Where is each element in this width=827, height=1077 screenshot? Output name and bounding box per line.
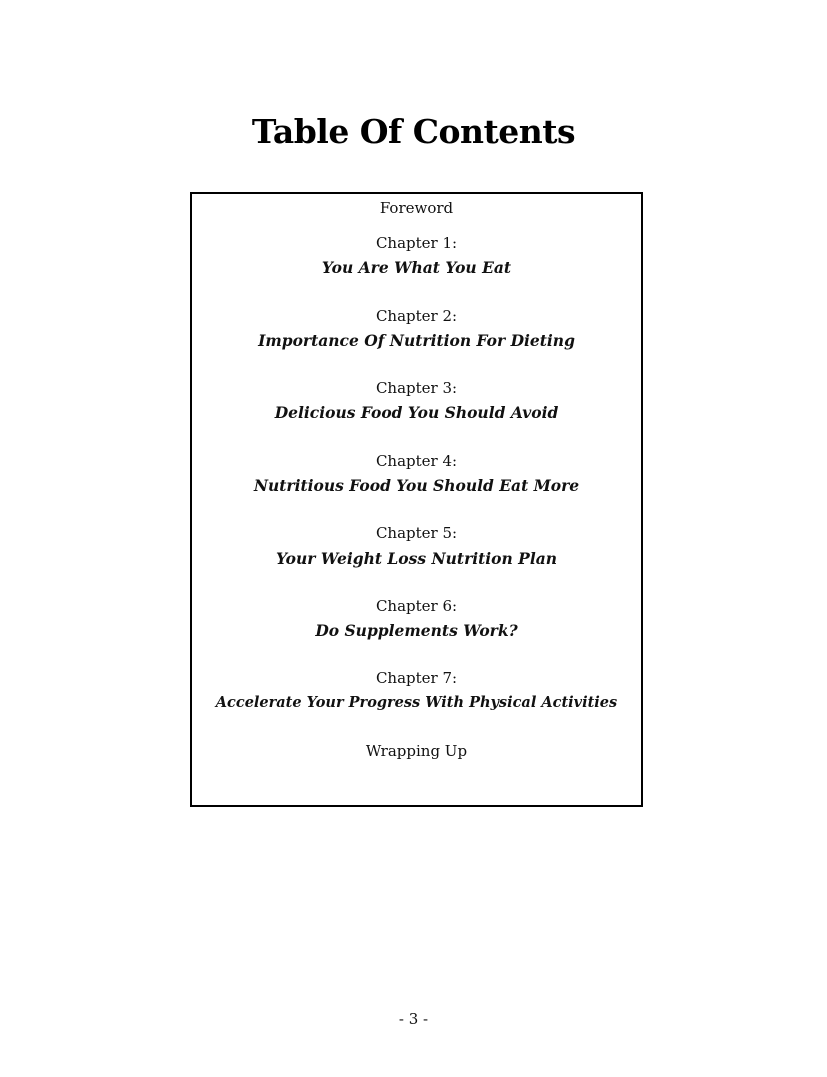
toc-chapter-2-title: Importance Of Nutrition For Dieting — [258, 331, 575, 350]
toc-chapter-6-title: Do Supplements Work? — [315, 621, 518, 640]
toc-wrapping-up: Wrapping Up — [365, 742, 468, 760]
toc-chapter-4-title: Nutritious Food You Should Eat More — [253, 476, 580, 495]
toc-chapter-1-title: You Are What You Eat — [321, 258, 512, 277]
toc-chapter-3-label: Chapter 3: — [375, 379, 458, 397]
toc-chapter-6-label: Chapter 6: — [375, 597, 458, 615]
toc-chapter-1-label: Chapter 1: — [375, 234, 458, 252]
toc-chapter-2-label: Chapter 2: — [375, 307, 458, 325]
page-title: Table Of Contents — [251, 112, 576, 151]
toc-chapter-4-label: Chapter 4: — [375, 452, 458, 470]
table-of-contents-box — [190, 192, 643, 807]
toc-chapter-3-title: Delicious Food You Should Avoid — [274, 403, 559, 422]
toc-foreword: Foreword — [379, 199, 454, 217]
toc-chapter-5-title: Your Weight Loss Nutrition Plan — [275, 549, 558, 568]
page-number: - 3 - — [398, 1010, 429, 1028]
toc-chapter-5-label: Chapter 5: — [375, 524, 458, 542]
toc-chapter-7-title: Accelerate Your Progress With Physical Activities — [215, 694, 618, 711]
toc-chapter-7-label: Chapter 7: — [375, 669, 458, 687]
